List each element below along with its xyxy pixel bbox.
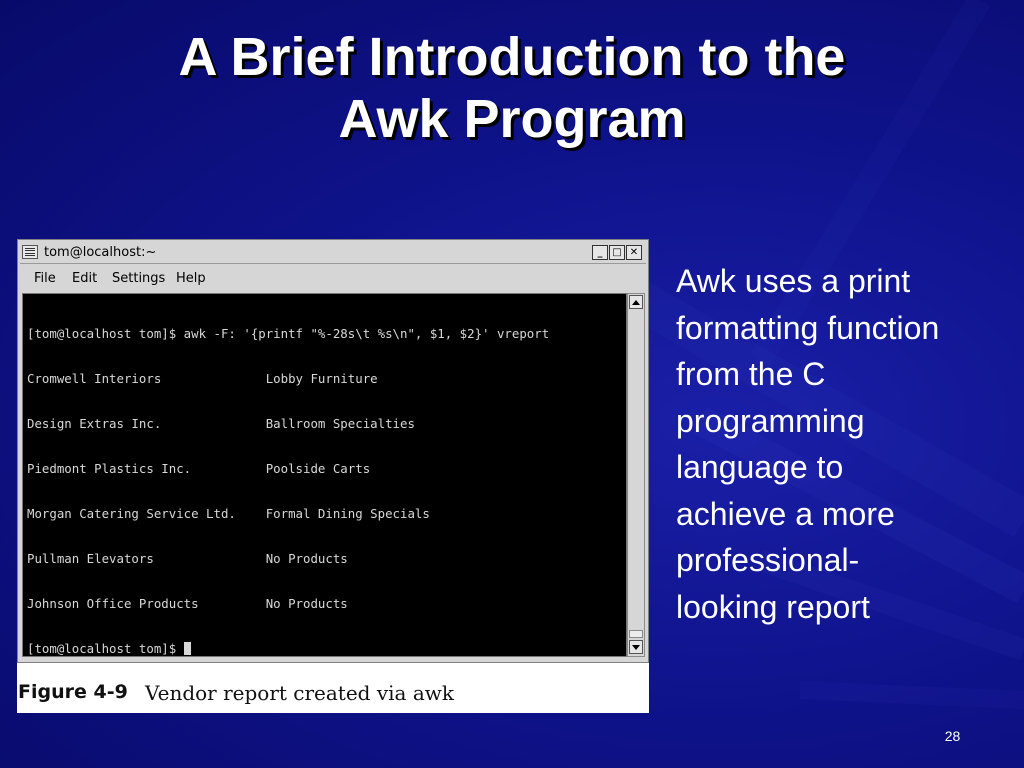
figure-caption bbox=[17, 681, 649, 709]
menu-settings[interactable]: Settings bbox=[112, 271, 166, 286]
figure-caption-text: Vendor report created via awk bbox=[145, 681, 454, 705]
body-line: programming bbox=[676, 402, 865, 439]
slide-title bbox=[0, 26, 1024, 150]
maximize-icon[interactable]: □ bbox=[609, 245, 625, 260]
body-line: from the C bbox=[676, 356, 826, 392]
body-line: looking report bbox=[676, 588, 870, 625]
menu-edit[interactable]: Edit bbox=[72, 271, 98, 286]
body-line: Awk uses a print bbox=[676, 263, 911, 299]
cursor-icon bbox=[184, 642, 191, 655]
terminal-line: Piedmont Plastics Inc. Poolside Carts bbox=[27, 461, 371, 476]
scroll-down-icon[interactable] bbox=[629, 640, 643, 654]
menu-file[interactable]: File bbox=[34, 271, 56, 286]
terminal-line: Morgan Catering Service Ltd. Formal Dining Specials bbox=[27, 506, 430, 521]
close-icon[interactable]: ✕ bbox=[626, 245, 642, 260]
terminal-window bbox=[17, 239, 649, 663]
scroll-up-icon[interactable] bbox=[629, 295, 643, 309]
slide-body-text bbox=[676, 258, 1016, 630]
terminal-line: Cromwell Interiors Lobby Furniture bbox=[27, 371, 378, 386]
terminal-line: Pullman Elevators No Products bbox=[27, 551, 348, 566]
terminal-prompt: [tom@localhost tom]$ bbox=[27, 641, 184, 656]
terminal-output[interactable] bbox=[22, 293, 627, 657]
figure-label: Figure 4-9 bbox=[18, 681, 128, 703]
body-line: professional- bbox=[676, 542, 860, 578]
terminal-line: Design Extras Inc. Ballroom Specialties bbox=[27, 416, 415, 431]
terminal-scrollbar[interactable] bbox=[627, 293, 645, 657]
body-line: language to bbox=[676, 449, 844, 485]
slide-title-line-1: A Brief Introduction to the bbox=[178, 27, 846, 87]
terminal-line-command: [tom@localhost tom]$ awk -F: '{printf "%-28s\t %s\n", $1, $2}' vreport bbox=[27, 326, 550, 341]
page-number: 28 bbox=[944, 728, 961, 744]
menu-help[interactable]: Help bbox=[176, 271, 206, 286]
minimize-icon[interactable]: _ bbox=[592, 245, 608, 260]
body-line: achieve a more bbox=[676, 495, 895, 532]
terminal-prompt-line bbox=[27, 641, 622, 656]
slide-title-line-2: Awk Program bbox=[338, 89, 686, 149]
terminal-line: Johnson Office Products No Products bbox=[27, 596, 348, 611]
menu-bar bbox=[20, 268, 646, 290]
window-title: tom@localhost:~ bbox=[44, 245, 157, 260]
window-menu-icon[interactable] bbox=[22, 245, 38, 259]
figure-panel bbox=[17, 239, 649, 713]
window-titlebar[interactable] bbox=[20, 242, 646, 264]
scrollbar-thumb[interactable] bbox=[629, 630, 643, 638]
body-line: formatting function bbox=[676, 309, 940, 346]
